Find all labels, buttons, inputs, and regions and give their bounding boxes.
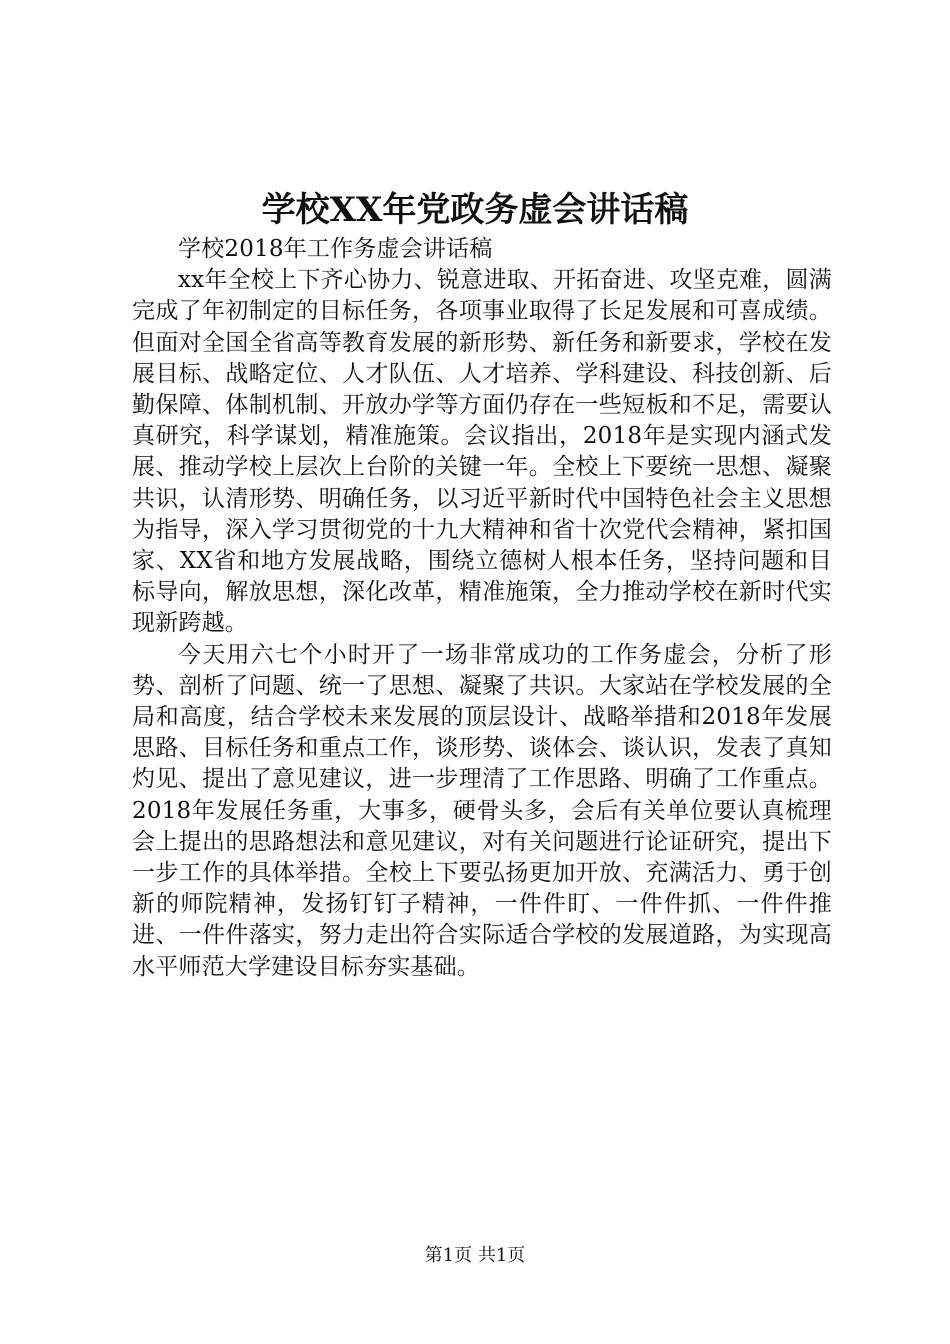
document-title: 学校XX年党政务虚会讲话稿 <box>261 190 689 230</box>
paragraph: xx年全校上下齐心协力、锐意进取、开拓奋进、攻坚克难，圆满完成了年初制定的目标任务，各项事业取得了长足发展和可喜成绩。但面对全国全省高等教育发展的新形势、新任务和新要求，学校在发展目标、战略定位、人才队伍、人才培养、学科建设、科技创新、后勤保障、体制机制、开放办学等方面仍存在一些短板和不足，需要认真研究，科学谋划，精准施策。会议指出，2018年是实现内涵式发展、推动学校上层次上台阶的关键一年。全校上下要统一思想、凝聚共识，认清形势、明确任务，以习近平新时代中国特色社会主义思想为指导，深入学习贯彻党的十九大精神和省十次党代会精神，紧扣国家、XX省和地方发展战略，围绕立德树人根本任务，坚持问题和目标导向，解放思想，深化改革，精准施策，全力推动学校在新时代实现新跨越。 <box>132 267 832 637</box>
document-body <box>132 234 832 983</box>
page-footer: 第1页 共1页 <box>424 1245 526 1266</box>
paragraph-subtitle: 学校2018年工作务虚会讲话稿 <box>178 236 493 262</box>
paragraph: 今天用六七个小时开了一场非常成功的工作务虚会，分析了形势、剖析了问题、统一了思想、凝聚了共识。大家站在学校发展的全局和高度，结合学校未来发展的顶层设计、战略举措和2018年发展思路、目标任务和重点工作，谈形势、谈体会、谈认识，发表了真知灼见、提出了意见建议，进一步理清了工作思路、明确了工作重点。2018年发展任务重，大事多，硬骨头多，会后有关单位要认真梳理会上提出的思路想法和意见建议，对有关问题进行论证研究，提出下一步工作的具体举措。全校上下要弘扬更加开放、充满活力、勇于创新的师院精神，发扬钉钉子精神，一件件盯、一件件抓、一件件推进、一件件落实，努力走出符合实际适合学校的发展道路，为实现高水平师范大学建设目标夯实基础。 <box>132 641 832 980</box>
